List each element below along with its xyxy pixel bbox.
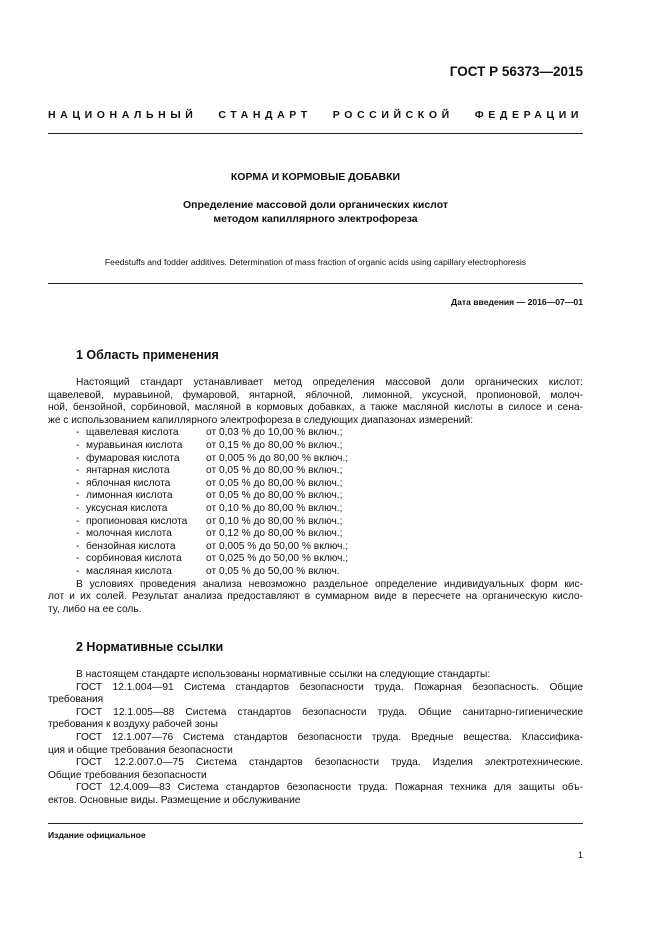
- acid-range: от 0,10 % до 80,00 % включ.;: [206, 515, 343, 527]
- reference-line: В настоящем стандарте использованы нормативные ссылки на следующие стандарты:: [76, 669, 491, 680]
- list-bullet: -: [76, 452, 80, 464]
- acid-range: от 0,005 % до 80,00 % включ.;: [206, 452, 349, 464]
- list-bullet: -: [76, 477, 80, 489]
- reference-line: ГОСТ 12.1.004—91 Система стандартов безопасности труда. Пожарная безопасность. Общие: [76, 681, 583, 693]
- list-bullet: -: [76, 490, 80, 502]
- acid-range: от 0,05 % до 80,00 % включ.;: [206, 477, 343, 489]
- acid-range: от 0,05 % до 50,00 % включ.: [206, 565, 340, 577]
- official-edition-label: Издание официальное: [48, 830, 146, 840]
- acid-name: лимонная кислота: [86, 490, 173, 502]
- reference-line: ГОСТ 12.4.009—83 Система стандартов безопасности труда. Пожарная техника для защиты объ-: [76, 782, 583, 794]
- reference-line: Общие требования безопасности: [48, 769, 207, 781]
- paragraph-line: ной, бензойной, сорбиновой, масляной в кормовых добавках, а также масляной кислоты в силосе и сена-: [48, 402, 583, 414]
- reference-line: ектов. Основные виды. Размещение и обслуживание: [48, 794, 301, 806]
- banner-word: РОССИЙСКОЙ: [332, 109, 454, 121]
- list-item: [48, 440, 583, 453]
- list-bullet: -: [76, 465, 80, 477]
- section-1-heading: 1 Область применения: [76, 348, 219, 362]
- list-item: [48, 478, 583, 491]
- acid-range: от 0,10 % до 80,00 % включ.;: [206, 502, 343, 514]
- acid-name: пропионовая кислота: [86, 515, 188, 527]
- acid-name: щавелевая кислота: [86, 427, 179, 439]
- section-1-body: [48, 377, 583, 616]
- list-bullet: -: [76, 528, 80, 540]
- paragraph-line: Настоящий стандарт устанавливает метод определения массовой доли органических кислот:: [76, 377, 583, 388]
- list-bullet: -: [76, 553, 80, 565]
- banner-word: СТАНДАРТ: [218, 109, 312, 121]
- page-number: 1: [577, 850, 583, 860]
- section-2-body: [48, 669, 583, 808]
- acid-range: от 0,03 % до 10,00 % включ.;: [206, 427, 343, 439]
- list-item: [48, 427, 583, 440]
- acid-name: бензойная кислота: [86, 540, 176, 552]
- acid-range: от 0,12 % до 80,00 % включ.;: [206, 528, 343, 540]
- list-bullet: -: [76, 515, 80, 527]
- list-item: [48, 541, 583, 554]
- acid-range: от 0,15 % до 80,00 % включ.;: [206, 439, 343, 451]
- document-subtitle: методом капиллярного электрофореза: [213, 213, 418, 225]
- banner-word: ФЕДЕРАЦИИ: [474, 109, 583, 121]
- acid-name: янтарная кислота: [86, 465, 170, 477]
- list-bullet: -: [76, 502, 80, 514]
- english-title: Feedstuffs and fodder additives. Determination of mass fraction of organic acids using capillary electrophoresis: [104, 257, 527, 267]
- standard-code: ГОСТ Р 56373—2015: [449, 64, 583, 79]
- list-item: [48, 528, 583, 541]
- section-2-heading: 2 Нормативные ссылки: [76, 640, 224, 654]
- paragraph-line: ту, либо на ее соль.: [48, 603, 142, 615]
- acid-range: от 0,05 % до 80,00 % включ.;: [206, 465, 343, 477]
- acid-name: сорбиновая кислота: [86, 553, 182, 565]
- list-bullet: -: [76, 427, 80, 439]
- banner-word: НАЦИОНАЛЬНЫЙ: [48, 109, 198, 121]
- paragraph-line: же с использованием капиллярного электрофореза в следующих диапазонах измерений:: [48, 414, 474, 426]
- list-item: [48, 516, 583, 529]
- acid-name: молочная кислота: [86, 528, 172, 540]
- list-item: [48, 553, 583, 566]
- reference-line: требования к воздуху рабочей зоны: [48, 719, 218, 731]
- reference-line: ция и общие требования безопасности: [48, 744, 233, 756]
- reference-line: ГОСТ 12.2.007.0—75 Система стандартов безопасности труда. Изделия электротехнические.: [76, 757, 583, 769]
- effective-date: Дата введения — 2016—07—01: [450, 297, 583, 307]
- acid-name: масляная кислота: [86, 565, 172, 577]
- acid-range: от 0,005 % до 50,00 % включ.;: [206, 540, 349, 552]
- paragraph-line: лот и их солей. Результат анализа предоставляют в суммарном виде в пересчете на органическую кисло-: [48, 591, 583, 603]
- paragraph-line: В условиях проведения анализа невозможно раздельное определение индивидуальных форм кис-: [76, 578, 583, 590]
- acid-name: муравьиная кислота: [86, 439, 183, 451]
- list-bullet: -: [76, 439, 80, 451]
- divider: [48, 283, 583, 284]
- paragraph-line: щавелевой, муравьиной, фумаровой, янтарной, яблочной, лимонной, уксусной, пропионовой, молоч-: [48, 389, 583, 401]
- footer-divider: [48, 823, 583, 824]
- acid-name: уксусная кислота: [86, 502, 168, 514]
- acid-name: яблочная кислота: [86, 477, 171, 489]
- divider: [48, 133, 583, 134]
- document-subtitle: Определение массовой доли органических кислот: [182, 199, 449, 211]
- list-bullet: -: [76, 565, 80, 577]
- list-bullet: -: [76, 540, 80, 552]
- acid-range: от 0,05 % до 80,00 % включ.;: [206, 490, 343, 502]
- list-item: [48, 490, 583, 503]
- list-item: [48, 465, 583, 478]
- acid-range: от 0,025 % до 50,00 % включ.;: [206, 553, 349, 565]
- list-item: [48, 453, 583, 466]
- list-item: [48, 503, 583, 516]
- list-item: [48, 566, 583, 579]
- reference-line: требования: [48, 694, 104, 706]
- document-title: КОРМА И КОРМОВЫЕ ДОБАВКИ: [230, 171, 401, 183]
- reference-line: ГОСТ 12.1.007—76 Система стандартов безопасности труда. Вредные вещества. Классифика-: [76, 731, 583, 743]
- acid-name: фумаровая кислота: [86, 452, 180, 464]
- reference-line: ГОСТ 12.1.005—88 Система стандартов безопасности труда. Общие санитарно-гигиенические: [76, 706, 583, 718]
- national-standard-banner: [48, 109, 583, 121]
